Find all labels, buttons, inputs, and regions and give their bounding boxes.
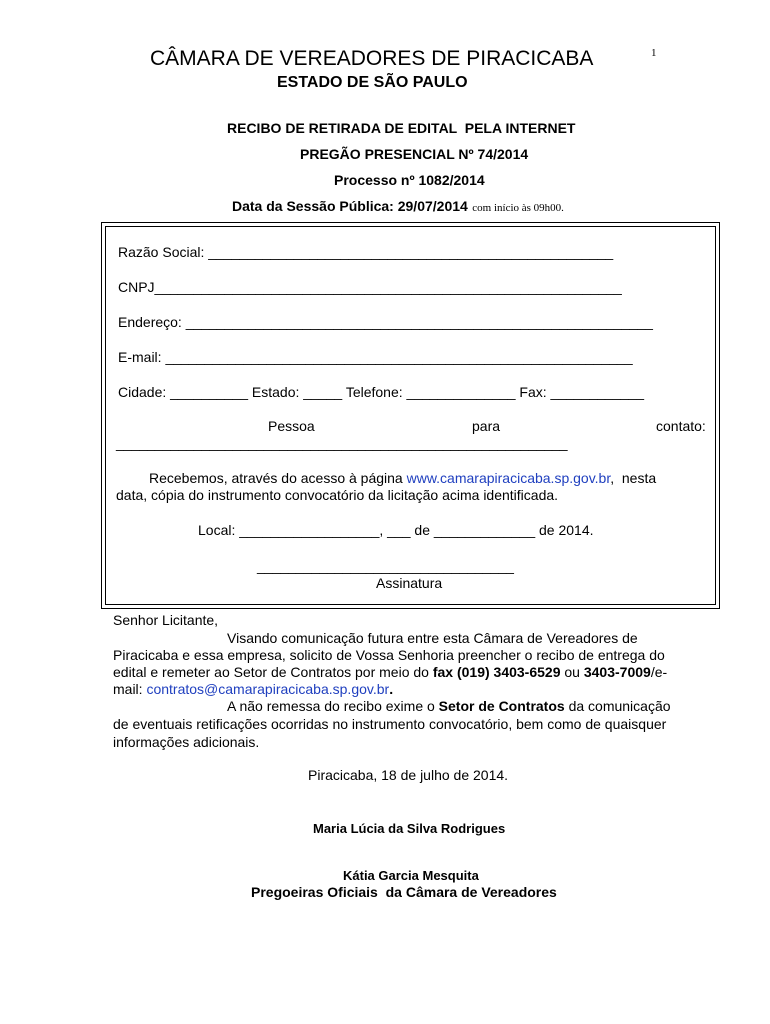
- request-paragraph-line2: Piracicaba e essa empresa, solicito de Vossa Senhoria preencher o recibo de entrega do: [113, 647, 665, 663]
- notice-paragraph-line3: informações adicionais.: [113, 734, 260, 750]
- notice-paragraph-line1: [227, 698, 671, 714]
- request-paragraph-line3: [113, 664, 667, 680]
- request-text: edital e remeter ao Setor de Contratos por meio do: [113, 664, 433, 680]
- email-prefix: /e-: [650, 664, 668, 680]
- city-state-phone-fax-fields[interactable]: Cidade: __________ Estado: _____ Telefone: ______________ Fax: ____________: [118, 384, 644, 400]
- process-number: Processo nº 1082/2014: [334, 172, 485, 188]
- fax-number-2: 3403-7009: [583, 664, 651, 680]
- local-date-field[interactable]: Local: __________________, ___ de _____________ de 2014.: [198, 522, 594, 538]
- state-subtitle: ESTADO DE SÃO PAULO: [277, 74, 468, 91]
- contact-person-word: Pessoa: [268, 418, 315, 434]
- notice-paragraph-line2: de eventuais retificações ocorridas no instrumento convocatório, bem como de quaisquer: [113, 716, 667, 732]
- notice-text-a: A não remessa do recibo exime o: [227, 698, 439, 714]
- signatory-role: Pregoeiras Oficiais da Câmara de Vereadores: [251, 884, 557, 900]
- receipt-text-before: Recebemos, através do acesso à página: [149, 470, 407, 486]
- auction-number: PREGÃO PRESENCIAL Nº 74/2014: [300, 146, 529, 162]
- place-date: Piracicaba, 18 de julho de 2014.: [308, 767, 509, 783]
- contact-label: contato:: [656, 418, 706, 434]
- salutation: Senhor Licitante,: [113, 612, 219, 628]
- receipt-text-after: , nesta: [610, 470, 657, 486]
- email-period: .: [389, 681, 394, 697]
- receipt-statement-line1: [149, 470, 656, 486]
- signatory-name-1: Maria Lúcia da Silva Rodrigues: [313, 821, 506, 836]
- email-field[interactable]: E-mail: ____________________________________________________________: [118, 349, 633, 365]
- endereco-field[interactable]: Endereço: ____________________________________________________________: [118, 314, 653, 330]
- contact-person-field[interactable]: __________________________________________________________: [116, 435, 568, 451]
- session-date-label: Data da Sessão Pública: 29/07/2014: [232, 198, 468, 214]
- receipt-statement-line2: data, cópia do instrumento convocatório da licitação acima identificada.: [116, 487, 559, 503]
- contracts-sector: Setor de Contratos: [438, 698, 565, 714]
- website-link[interactable]: www.camarapiracicaba.sp.gov.br: [406, 470, 611, 486]
- or-text: ou: [560, 664, 584, 680]
- email-label: mail:: [113, 681, 147, 697]
- receipt-title: RECIBO DE RETIRADA DE EDITAL PELA INTERNET: [227, 120, 576, 136]
- razao-social-field[interactable]: Razão Social: ____________________________________________________: [118, 244, 614, 260]
- signature-line[interactable]: _________________________________: [257, 558, 514, 574]
- signature-label: Assinatura: [376, 575, 443, 591]
- contact-for-word: para: [472, 418, 501, 434]
- institution-title: CÂMARA DE VEREADORES DE PIRACICABA: [150, 47, 594, 70]
- session-start-note: com início às 09h00.: [472, 202, 564, 214]
- signatory-name-2: Kátia Garcia Mesquita: [343, 868, 479, 883]
- request-paragraph-line4: [113, 681, 393, 697]
- notice-text-c: da comunicação: [564, 698, 671, 714]
- cnpj-field[interactable]: CNPJ____________________________________________________________: [118, 279, 622, 295]
- fax-number-1: fax (019) 3403-6529: [432, 664, 561, 680]
- contracts-email-link[interactable]: contratos@camarapiracicaba.sp.gov.br: [146, 681, 390, 697]
- request-paragraph-line1: Visando comunicação futura entre esta Câmara de Vereadores de: [227, 630, 638, 646]
- session-date-line: [232, 198, 564, 216]
- page-number: 1: [651, 47, 657, 59]
